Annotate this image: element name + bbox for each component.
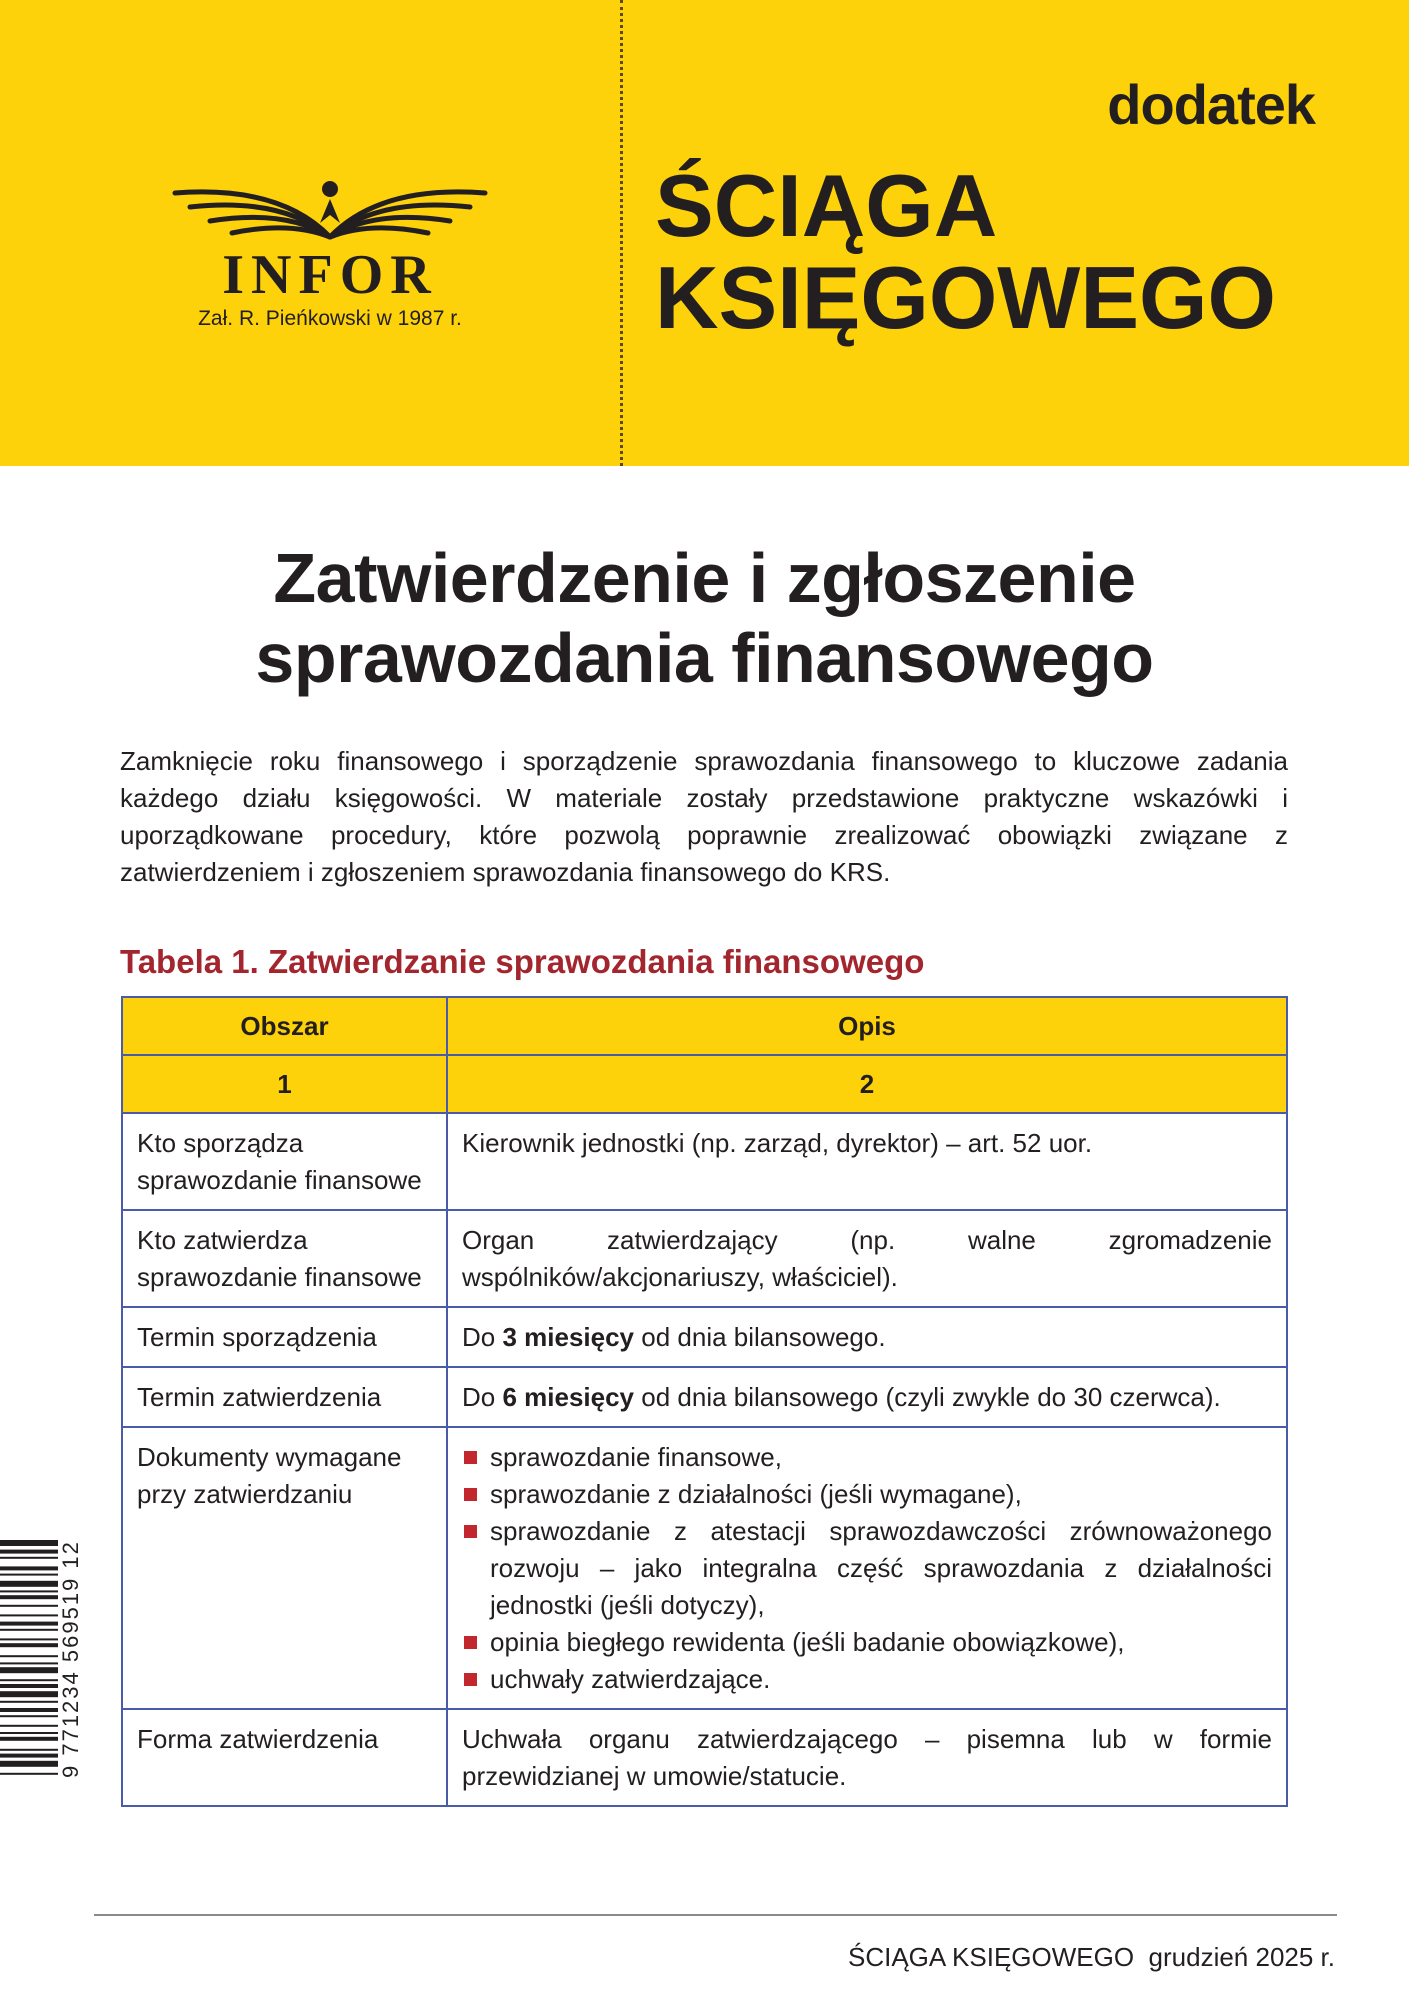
- desc-emphasis: 3 miesięcy: [502, 1322, 635, 1352]
- row-description: Organ zatwierdzający (np. walne zgromadzenie wspólników/akcjonariuszy, właściciel).: [447, 1210, 1287, 1307]
- row-area: Termin zatwierdzenia: [122, 1367, 447, 1427]
- table-row: [122, 1709, 1287, 1806]
- open-book-icon: [170, 175, 490, 245]
- list-item: opinia biegłego rewidenta (jeśli badanie obowiązkowe),: [462, 1624, 1272, 1661]
- header-banner: [0, 0, 1409, 466]
- title-line-1: Zatwierdzenie i zgłoszenie: [273, 539, 1136, 617]
- row-description: Uchwała organu zatwierdzającego – pisemna lub w formie przewidzianej w umowie/statucie.: [447, 1709, 1287, 1806]
- row-area: Termin sporządzenia: [122, 1307, 447, 1367]
- barcode-digits: 9 771234 569519 12: [58, 1540, 83, 1778]
- desc-suffix: od dnia bilansowego (czyli zwykle do 30 czerwca).: [634, 1382, 1221, 1412]
- desc-suffix: od dnia bilansowego.: [634, 1322, 886, 1352]
- table-row: [122, 1427, 1287, 1709]
- documents-list: [462, 1439, 1272, 1698]
- infor-logo: [170, 175, 490, 335]
- footer-date: grudzień 2025 r.: [1148, 1942, 1335, 1972]
- dotted-divider: [620, 0, 623, 466]
- footer-rule: [94, 1914, 1337, 1916]
- footer-publication: ŚCIĄGA KSIĘGOWEGO: [848, 1942, 1135, 1972]
- desc-prefix: Do: [462, 1322, 503, 1352]
- list-item: sprawozdanie z działalności (jeśli wymagane),: [462, 1476, 1272, 1513]
- title-line-2: sprawozdania finansowego: [255, 619, 1154, 697]
- row-area: Kto sporządza sprawozdanie finansowe: [122, 1113, 447, 1210]
- row-description: [447, 1367, 1287, 1427]
- column-number-1: 1: [122, 1055, 447, 1113]
- list-item: sprawozdanie finansowe,: [462, 1439, 1272, 1476]
- table-caption: Tabela 1. Zatwierdzanie sprawozdania finansowego: [120, 943, 925, 980]
- row-description: Kierownik jednostki (np. zarząd, dyrektor) – art. 52 uor.: [447, 1113, 1287, 1210]
- row-area: Kto zatwierdza sprawozdanie finansowe: [122, 1210, 447, 1307]
- approval-table: [121, 996, 1288, 1807]
- column-number-2: 2: [447, 1055, 1287, 1113]
- table-row: [122, 1367, 1287, 1427]
- header-area: Obszar: [122, 997, 447, 1055]
- brand-title: [655, 156, 1276, 347]
- brand-line-2: KSIĘGOWEGO: [655, 248, 1276, 347]
- list-item: uchwały zatwierdzające.: [462, 1661, 1272, 1698]
- page-title: [0, 538, 1409, 698]
- supplement-label: dodatek: [1107, 73, 1315, 136]
- table-row: [122, 1113, 1287, 1210]
- table-row: [122, 1307, 1287, 1367]
- row-description: [447, 1427, 1287, 1709]
- intro-paragraph: Zamknięcie roku finansowego i sporządzenie sprawozdania finansowego to kluczowe zadania każdego działu księgowości. W materiale zostały przedstawione praktyczne wskazówki i uporządkowane procedury, które pozwolą poprawnie zrealizować obowiązki związane z zatwierdzeniem i zgłoszeniem sprawozdania finansowego do KRS.: [120, 746, 1288, 887]
- row-area: Dokumenty wymagane przy zatwierdzaniu: [122, 1427, 447, 1709]
- publisher-note: Zał. R. Pieńkowski w 1987 r.: [198, 307, 462, 330]
- desc-prefix: Do: [462, 1382, 503, 1412]
- list-item: sprawozdanie z atestacji sprawozdawczości zrównoważonego rozwoju – jako integralna część sprawozdania z działalności jednostki (jeśli dotyczy),: [462, 1513, 1272, 1624]
- footer: [848, 1942, 1335, 1973]
- row-description: [447, 1307, 1287, 1367]
- table-header-row: [122, 997, 1287, 1055]
- row-area: Forma zatwierdzenia: [122, 1709, 447, 1806]
- brand-line-1: ŚCIĄGA: [655, 156, 998, 255]
- table-number-row: [122, 1055, 1287, 1113]
- header-description: Opis: [447, 997, 1287, 1055]
- desc-emphasis: 6 miesięcy: [502, 1382, 635, 1412]
- publisher-name: INFOR: [222, 244, 438, 306]
- table-row: [122, 1210, 1287, 1307]
